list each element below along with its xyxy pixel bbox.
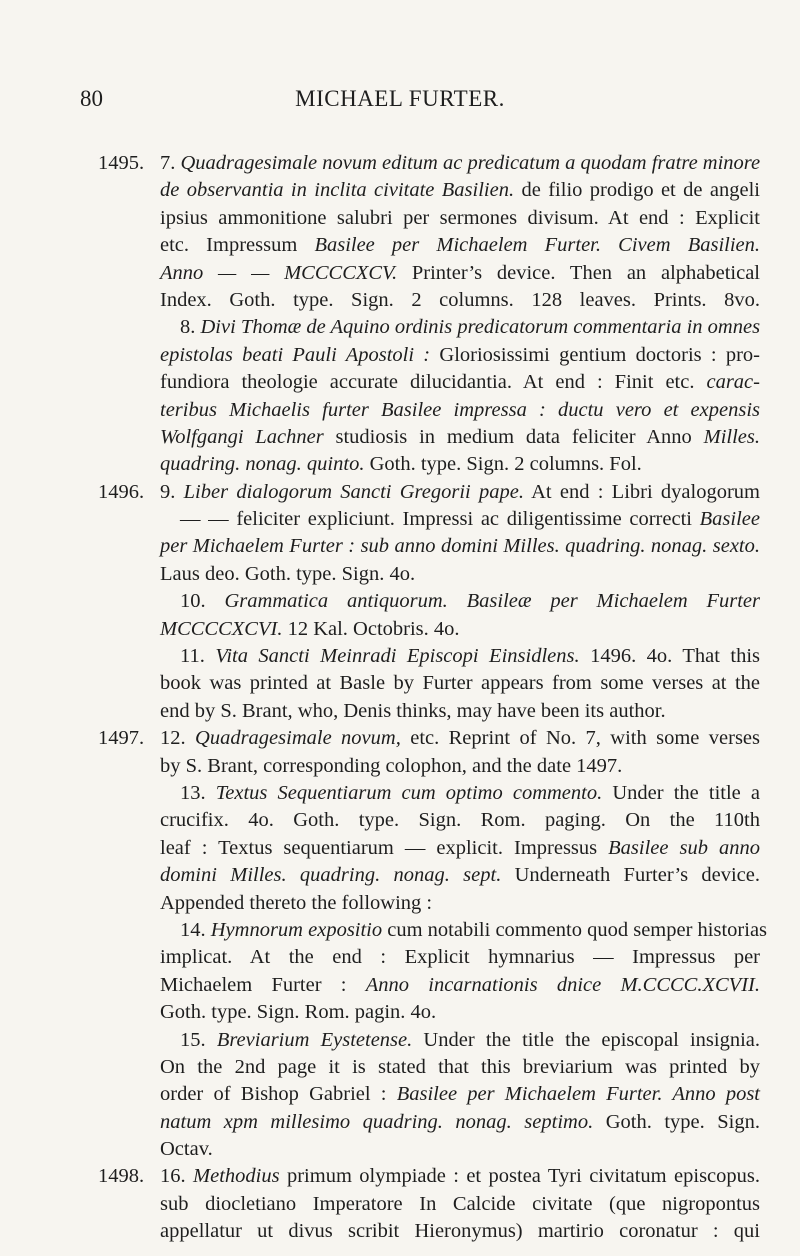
running-title: MICHAEL FURTER. [295,86,505,111]
text-run: implicat. At the end : Explicit hymnarius — Impressus per [160,946,760,969]
italic-text: natum xpm millesimo quadring. nonag. septimo. [160,1110,594,1133]
italic-text: per Michaelem Furter : sub anno domini Milles. quadring. nonag. sexto. [160,535,760,558]
text-run: 15. [180,1028,217,1051]
text-line [160,862,760,889]
italic-text: Hymnorum expositio [210,918,383,941]
text-line [160,643,760,670]
italic-text: epistolas beati Pauli Apostoli : [160,343,431,366]
text-line [160,835,760,862]
italic-text: Textus Sequentiarum cum optimo commento. [215,781,603,804]
text-line [160,917,768,944]
text-line [160,1054,760,1081]
text-line [98,1163,761,1190]
text-run: appellatur ut divus scribit Hieronymus) martirio coronatur : qui [160,1220,760,1243]
text-line [160,698,760,725]
italic-text: Quadragesimale novum editum ac predicatum a quodam fratre minore [180,152,761,174]
text-line [98,725,761,752]
italic-text: quadring. nonag. quinto. [160,453,365,476]
text-line [160,890,760,917]
text-run: On the 2nd page it is stated that this breviarium was printed by [160,1055,760,1078]
text-run: Goth. type. Sign. Rom. pagin. 4o. [160,1001,437,1024]
italic-text: Basilee sub anno [608,836,760,859]
text-run: primum olympiade : et postea Tyri civitatum episcopus. [279,1165,761,1188]
text-run: Laus deo. Goth. type. Sign. 4o. [160,562,416,585]
year-marker: 1495. [98,152,145,174]
text-run: Goth. type. Sign. [593,1110,760,1133]
text-run: studiosis in medium data feliciter Anno [323,425,704,448]
text-line [160,999,760,1026]
italic-text: Quadragesimale novum, [195,727,401,750]
italic-text: Basilee per Michaelem Furter. Anno post [396,1083,760,1106]
italic-text: de observantia in inclita civitate Basilien. [160,179,515,202]
text-run: — — feliciter expliciunt. Impressi ac diligentissime correcti [180,508,700,531]
text-line [98,479,760,506]
italic-text: Divi Thomæ de Aquino ordinis predicatorum commentaria in omnes [200,316,761,339]
year-marker: 1496. [98,480,145,503]
italic-text: Milles. [703,425,761,448]
text-line [160,1081,760,1108]
text-run: Octav. [160,1138,213,1161]
italic-text: carac- [706,371,760,394]
text-run: 14. [180,918,211,941]
text-run: Michaelem Furter : [160,973,366,996]
text-run: etc. Reprint of No. 7, with some verses [400,727,761,750]
page-number: 80 [80,86,103,111]
italic-text: MCCCCXCVI. [160,617,283,640]
text-line [160,616,760,643]
text-line [160,287,760,314]
text-run: Underneath Furter’s device. [501,864,760,887]
text-run: de filio prodigo et de angeli [514,179,760,202]
italic-text: Grammatica antiquorum. Basileæ per Michaelem Furter [224,590,761,613]
text-line [160,944,760,971]
text-run: Printer’s device. Then an alphabetical [397,261,760,284]
page-header [0,86,800,126]
text-run: At end : Libri dyalogorum [523,480,760,503]
text-line [160,670,760,697]
text-run: 7. [160,152,181,174]
text-run: book was printed at Basle by Furter appears from some verses at the [160,672,760,695]
text-run: ipsius ammonitione salubri per sermones divisum. At end : Explicit [160,206,760,229]
text-run: 11. [180,645,216,668]
text-line [160,342,760,369]
text-run: crucifix. 4o. Goth. type. Sign. Rom. paging. On the 110th [160,809,760,832]
text-line [160,780,760,807]
text-run: 13. [180,781,216,804]
text-run: Appended thereto the following : [160,891,433,914]
text-line [160,753,760,780]
text-run: 12. [160,727,196,750]
text-run: 9. [160,480,184,503]
italic-text: Basilee [699,508,760,531]
text-run: Under the title a [602,781,760,804]
text-line [160,533,760,560]
text-line [98,150,761,177]
italic-text: Liber dialogorum Sancti Gregorii pape. [183,480,524,503]
text-line [160,1109,760,1136]
text-line [160,451,760,478]
text-line [160,232,760,259]
text-line [160,561,760,588]
year-marker: 1497. [98,727,145,750]
text-run: end by S. Brant, who, Denis thinks, may have been its author. [160,699,666,722]
text-line [160,972,760,999]
italic-text: domini Milles. quadring. nonag. sept. [160,864,502,887]
text-run: 8. [180,316,201,339]
text-line [160,807,760,834]
italic-text: Methodius [193,1165,280,1188]
text-run: Under the title the episcopal insignia. [412,1028,761,1051]
text-run: fundiora theologie accurate dilucidantia. At end : Finit etc. [160,371,707,394]
text-run: Gloriosissimi gentium doctoris : pro- [430,343,760,366]
text-run: Index. Goth. type. Sign. 2 columns. 128 leaves. Prints. 8vo. [160,288,760,311]
text-line [160,424,760,451]
text-line [160,314,760,341]
italic-text: Basilee per Michaelem Furter. Civem Basilien. [314,234,760,257]
bibliography-text [98,150,768,1246]
text-line [160,1191,760,1218]
text-run: 16. [160,1165,194,1188]
text-line [160,1218,760,1245]
text-run: sub diocletiano Imperatore In Calcide civitate (que nigropontus [160,1192,760,1215]
year-marker: 1498. [98,1165,145,1188]
text-line [160,588,760,615]
text-line [160,397,760,424]
text-line [160,506,760,533]
text-run: 12 Kal. Octobris. 4o. [282,617,460,640]
italic-text: Wolfgangi Lachner [160,425,324,448]
italic-text: Vita Sancti Meinradi Episcopi Einsidlens. [215,645,580,668]
text-run: etc. Impressum [160,234,315,257]
text-line [160,205,760,232]
text-run: 10. [180,590,225,613]
text-run: 1496. 4o. That this [579,645,760,668]
text-line [160,1027,760,1054]
text-run: order of Bishop Gabriel : [160,1083,397,1106]
text-line [160,260,760,287]
text-run: leaf : Textus sequentiarum — explicit. Impressus [160,836,609,859]
text-run: cum notabili commento quod semper historias [382,918,768,941]
italic-text: Anno — — MCCCCXCV. [160,261,398,284]
italic-text: Anno incarnationis dnice M.CCCC.XCVII. [365,973,760,996]
text-run: Goth. type. Sign. 2 columns. Fol. [364,453,642,476]
text-line [160,369,760,396]
italic-text: teribus Michaelis furter Basilee impressa : ductu vero et expensis [160,398,760,421]
text-line [160,177,760,204]
text-run: by S. Brant, corresponding colophon, and the date 1497. [160,754,623,777]
italic-text: Breviarium Eystetense. [216,1028,413,1051]
text-line [160,1136,760,1163]
